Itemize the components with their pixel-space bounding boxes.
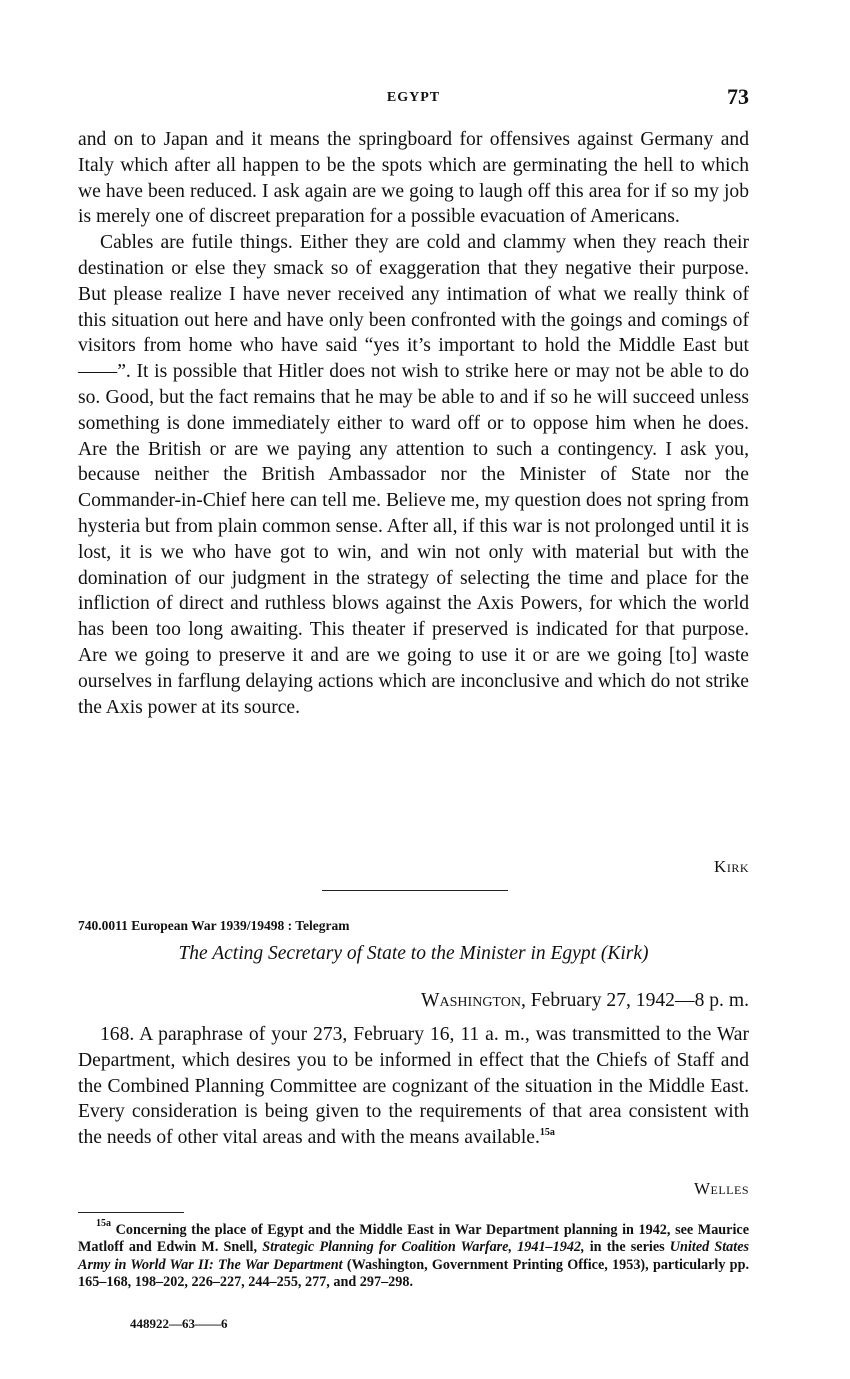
section-divider [322,890,508,891]
document-title-paren: (Kirk) [600,943,649,964]
telegram-paragraph [78,1022,749,1151]
paragraph-1: and on to Japan and it means the springboard for offensives against Germany and Italy which after all happen to be the spots which are germinating the hell to which we have been reduced. I ask again are we going to laugh off this area for if so my job is merely one of discreet preparation for a possible evacuation of Americans. [78,129,749,228]
footnote [78,1218,750,1292]
file-reference: 740.0011 European War 1939/19498 : Telegram [78,918,350,933]
footnote-series-title: United States Army in World War II: The War Department [78,1239,750,1273]
footnote-reference: 15a [539,1127,555,1139]
main-text [78,127,749,720]
running-head-title: EGYPT [386,90,441,105]
paragraph-2: Cables are futile things. Either they are cold and clammy when they reach their destination or else they smack so of exaggeration that they negative their purpose. But please realize I have never received any intimation of what we really think of this situation out here and have only been confronted with the goings and comings of visitors from home who have said “yes it’s important to hold the Middle East but——”. It is possible that Hitler does not wish to strike here or may not be able to do so. Good, but the fact remains that he may be able to and if so he will succeed unless something is done immediately either to ward off or to oppose him when he does. Are the British or are we paying any attention to such a contingency. I ask you, because neither the British Ambassador nor the Minister of State nor the Commander-in-Chief here can tell me. Believe me, my question does not spring from hysteria but from plain common sense. After all, if this war is not prolonged until it is lost, it is we who have got to win, and win not only with material but with the domination of our judgment in the strategy of selecting the time and place for the infliction of direct and ruthless blows against the Axis Powers, for which the world has been too long awaiting. This theater if preserved is indicated for that purpose. Are we going to preserve it and are we going to use it or are we going [to] waste ourselves in farflung delaying actions which are inconclusive and which do not strike the Axis power at its source. [78,232,749,718]
footnote-text-a: Concerning the place of Egypt and the Middle East in War Department planning in 1942, see Maurice Matloff and Edwin M. Snell, [78,1222,750,1256]
document-title-main: The Acting Secretary of State to the Minister in Egypt [178,943,596,964]
dateline-date: February 27, 1942—8 p. m. [530,990,749,1011]
signature-kirk: Kirk [714,857,749,876]
telegram-text [78,1022,749,1151]
footnote-title-strategic-planning: Strategic Planning for Coalition Warfare, 1941–1942, [262,1239,585,1256]
document-title [78,943,749,965]
telegram-body: 168. A paraphrase of your 273, February 16, 11 a. m., was transmitted to the War Department, which desires you to be informed in effect that the Chiefs of Staff and the Combined Planning Committee are cognizant of the situation in the Middle East. Every consideration is being given to the requirements of that area consistent with the needs of other vital areas and with the means available. [78,1024,749,1149]
signature-welles: Welles [693,1179,749,1198]
printer-mark: 448922—63——6 [130,1316,228,1331]
footnote-text-c: (Washington, Government Printing Office, 1953), particularly pp. 165–168, 198–202, 226–227, 244–255, 277, and 297–298. [78,1256,750,1291]
running-head [78,84,749,114]
footnote-paragraph [78,1218,750,1292]
page-number: 73 [727,84,749,109]
dateline-place: Washington, [421,990,526,1011]
footnote-mark: 15a [96,1218,111,1229]
footnote-text-b: in the series [589,1239,665,1256]
footnote-divider [78,1212,184,1213]
dateline [421,990,749,1012]
